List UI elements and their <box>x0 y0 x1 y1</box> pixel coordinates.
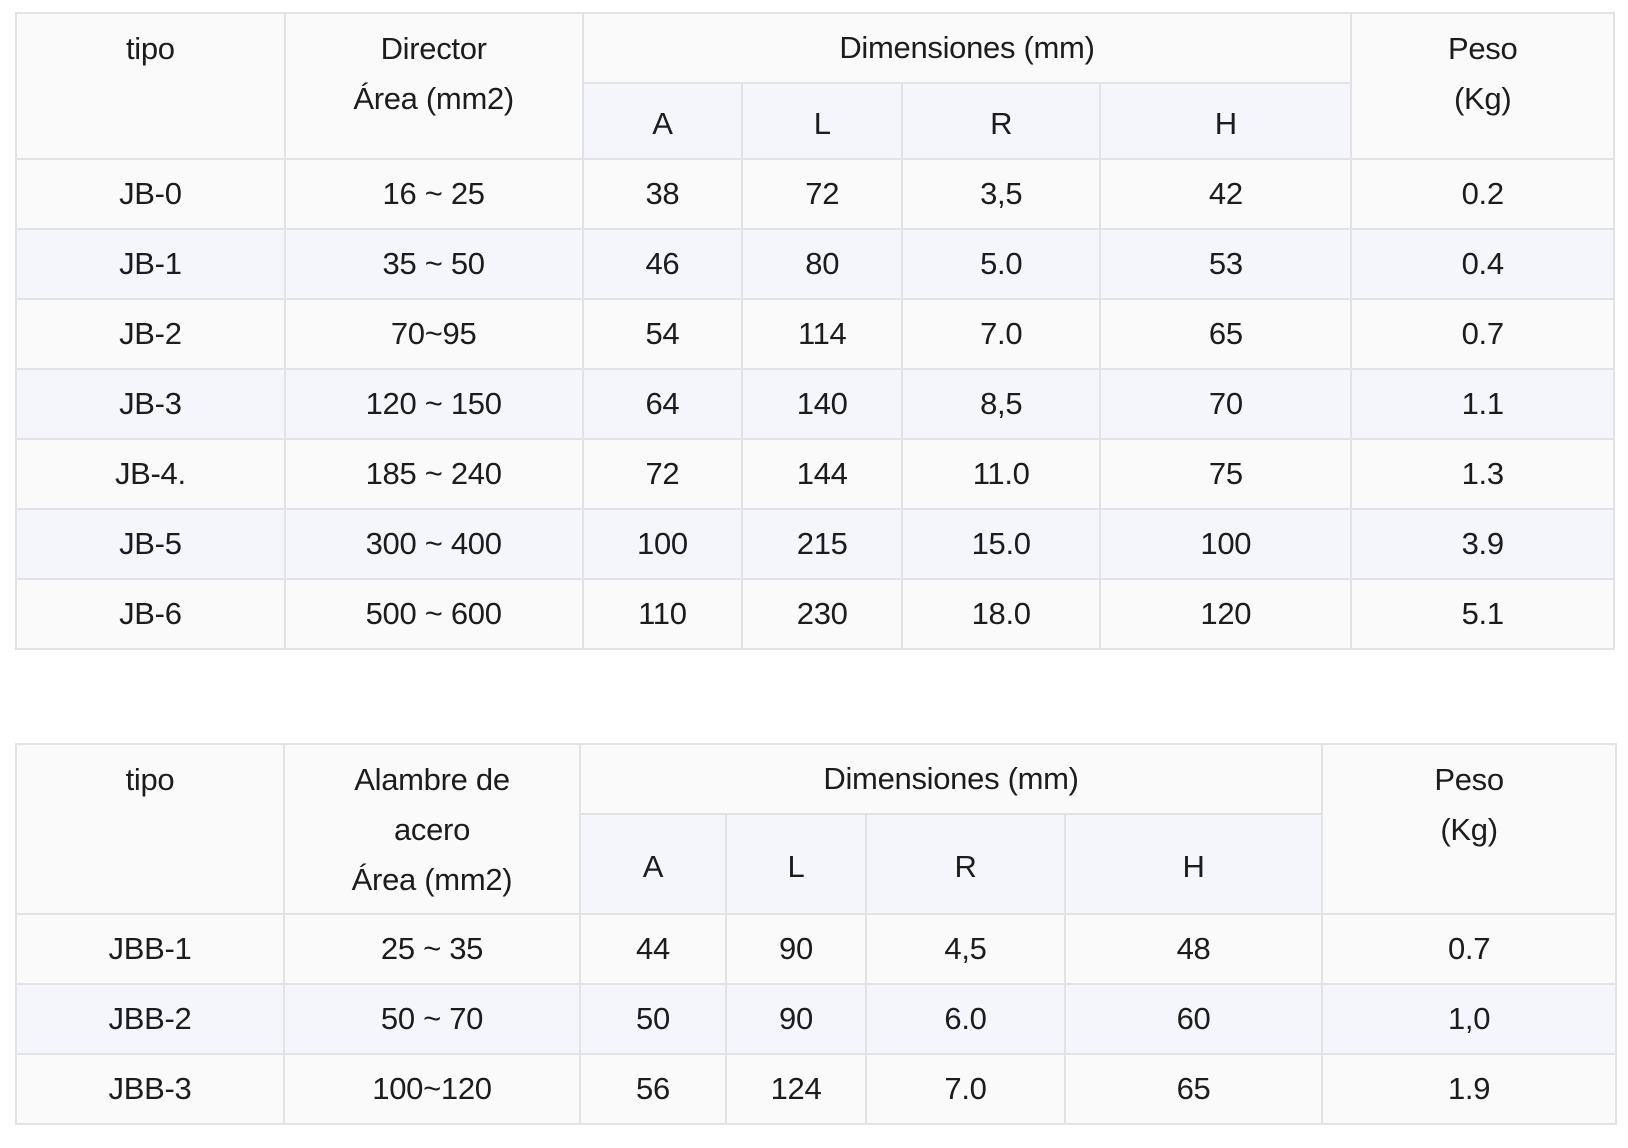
table-row <box>16 579 1614 649</box>
cell-a: 72 <box>583 439 743 509</box>
header-row <box>16 744 1616 814</box>
cell-h: 53 <box>1100 229 1351 299</box>
header-l: L <box>742 83 902 159</box>
cell-peso: 1.1 <box>1351 369 1614 439</box>
cell-peso: 1.9 <box>1322 1054 1616 1124</box>
cell-area: 50 ~ 70 <box>284 984 580 1054</box>
header-h: H <box>1065 814 1322 914</box>
cell-h: 65 <box>1065 1054 1322 1124</box>
cell-l: 114 <box>742 299 902 369</box>
cell-r: 8,5 <box>902 369 1100 439</box>
cell-l: 90 <box>726 984 866 1054</box>
table-body <box>16 744 1616 1124</box>
cell-tipo: JB-2 <box>16 299 285 369</box>
cell-l: 124 <box>726 1054 866 1124</box>
cell-a: 64 <box>583 369 743 439</box>
cell-tipo: JBB-1 <box>16 914 284 984</box>
cell-tipo: JB-5 <box>16 509 285 579</box>
header-row <box>16 13 1614 83</box>
header-peso-line: (Kg) <box>1440 812 1498 847</box>
cell-tipo: JB-1 <box>16 229 285 299</box>
cell-r: 11.0 <box>902 439 1100 509</box>
table-row <box>16 159 1614 229</box>
cell-peso: 0.7 <box>1351 299 1614 369</box>
cell-a: 46 <box>583 229 743 299</box>
cell-a: 38 <box>583 159 743 229</box>
table-row <box>16 369 1614 439</box>
cell-a: 56 <box>580 1054 726 1124</box>
cell-r: 3,5 <box>902 159 1100 229</box>
cell-h: 120 <box>1100 579 1351 649</box>
cell-area: 500 ~ 600 <box>285 579 583 649</box>
cell-area: 70~95 <box>285 299 583 369</box>
cell-h: 70 <box>1100 369 1351 439</box>
header-area <box>284 744 580 914</box>
cell-area: 16 ~ 25 <box>285 159 583 229</box>
table-row <box>16 299 1614 369</box>
steel-wire-spec-table <box>15 743 1617 1125</box>
header-area-line: Área (mm2) <box>353 81 514 116</box>
cell-peso: 0.2 <box>1351 159 1614 229</box>
header-l: L <box>726 814 866 914</box>
header-area-line: Área (mm2) <box>351 862 513 897</box>
header-a: A <box>583 83 743 159</box>
table-row <box>16 439 1614 509</box>
header-tipo: tipo <box>16 13 285 159</box>
table-row <box>16 914 1616 984</box>
cell-tipo: JBB-2 <box>16 984 284 1054</box>
header-peso-line: (Kg) <box>1454 81 1512 116</box>
header-r: R <box>902 83 1100 159</box>
cell-r: 7.0 <box>902 299 1100 369</box>
cell-l: 72 <box>742 159 902 229</box>
cell-h: 100 <box>1100 509 1351 579</box>
cell-h: 65 <box>1100 299 1351 369</box>
cell-r: 7.0 <box>866 1054 1065 1124</box>
header-peso <box>1322 744 1616 914</box>
cell-tipo: JB-0 <box>16 159 285 229</box>
table-row <box>16 509 1614 579</box>
cell-h: 60 <box>1065 984 1322 1054</box>
cell-h: 42 <box>1100 159 1351 229</box>
cell-r: 5.0 <box>902 229 1100 299</box>
cell-tipo: JBB-3 <box>16 1054 284 1124</box>
cell-area: 35 ~ 50 <box>285 229 583 299</box>
cell-l: 215 <box>742 509 902 579</box>
cell-a: 100 <box>583 509 743 579</box>
cell-tipo: JB-6 <box>16 579 285 649</box>
cell-peso: 1,0 <box>1322 984 1616 1054</box>
cell-area: 100~120 <box>284 1054 580 1124</box>
cell-area: 300 ~ 400 <box>285 509 583 579</box>
cell-r: 15.0 <box>902 509 1100 579</box>
cell-h: 48 <box>1065 914 1322 984</box>
cell-peso: 0.7 <box>1322 914 1616 984</box>
header-area-line: Director <box>380 31 487 66</box>
table-row <box>16 984 1616 1054</box>
header-dimensiones: Dimensiones (mm) <box>583 13 1352 83</box>
header-area-line: Alambre de <box>354 762 510 797</box>
cell-l: 144 <box>742 439 902 509</box>
header-dimensiones: Dimensiones (mm) <box>580 744 1322 814</box>
header-r: R <box>866 814 1065 914</box>
cell-tipo: JB-4. <box>16 439 285 509</box>
cell-a: 50 <box>580 984 726 1054</box>
cell-peso: 5.1 <box>1351 579 1614 649</box>
cell-tipo: JB-3 <box>16 369 285 439</box>
cell-a: 44 <box>580 914 726 984</box>
cell-r: 18.0 <box>902 579 1100 649</box>
header-tipo: tipo <box>16 744 284 914</box>
cell-l: 230 <box>742 579 902 649</box>
header-area <box>285 13 583 159</box>
cell-r: 6.0 <box>866 984 1065 1054</box>
header-h: H <box>1100 83 1351 159</box>
cell-r: 4,5 <box>866 914 1065 984</box>
cell-area: 120 ~ 150 <box>285 369 583 439</box>
cell-peso: 0.4 <box>1351 229 1614 299</box>
header-peso-line: Peso <box>1434 762 1504 797</box>
cell-l: 90 <box>726 914 866 984</box>
cell-l: 80 <box>742 229 902 299</box>
header-peso <box>1351 13 1614 159</box>
table-row <box>16 1054 1616 1124</box>
cell-area: 25 ~ 35 <box>284 914 580 984</box>
table-row <box>16 229 1614 299</box>
header-a: A <box>580 814 726 914</box>
conductor-spec-table <box>15 12 1615 650</box>
cell-a: 110 <box>583 579 743 649</box>
cell-area: 185 ~ 240 <box>285 439 583 509</box>
header-area-line: acero <box>393 812 471 847</box>
cell-a: 54 <box>583 299 743 369</box>
cell-h: 75 <box>1100 439 1351 509</box>
cell-l: 140 <box>742 369 902 439</box>
cell-peso: 1.3 <box>1351 439 1614 509</box>
table-body <box>16 13 1614 649</box>
header-peso-line: Peso <box>1447 31 1518 66</box>
cell-peso: 3.9 <box>1351 509 1614 579</box>
